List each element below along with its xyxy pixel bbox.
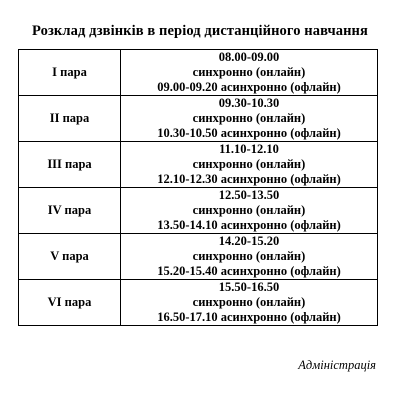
sync-time-text: 15.50-16.50 xyxy=(218,280,280,294)
bell-schedule-table xyxy=(18,49,378,326)
sync-time-text: 14.20-15.20 xyxy=(218,234,280,248)
time-cell xyxy=(121,96,378,142)
time-cell xyxy=(121,50,378,96)
table-row xyxy=(19,234,378,280)
lesson-name-cell: IV пара xyxy=(19,188,121,234)
async-time-text: 10.30-10.50 асинхронно (офлайн) xyxy=(157,126,341,140)
time-cell xyxy=(121,234,378,280)
sync-time-text: 12.50-13.50 xyxy=(218,188,280,202)
administration-signature: Адміністрація xyxy=(298,358,376,372)
table-row xyxy=(19,142,378,188)
sync-mode-text: синхронно (онлайн) xyxy=(192,65,306,79)
schedule-table-body xyxy=(19,50,378,326)
document-title: Розклад дзвінків в період дистанційного навчання xyxy=(32,23,368,39)
lesson-name-cell: VI пара xyxy=(19,280,121,326)
sync-mode-text: синхронно (онлайн) xyxy=(192,295,306,309)
time-cell xyxy=(121,280,378,326)
async-time-text: 15.20-15.40 асинхронно (офлайн) xyxy=(157,264,341,278)
sync-time-text: 09.30-10.30 xyxy=(218,96,280,110)
sync-mode-text: синхронно (онлайн) xyxy=(192,157,306,171)
sync-mode-text: синхронно (онлайн) xyxy=(192,111,306,125)
time-cell xyxy=(121,188,378,234)
sync-time-text: 08.00-09.00 xyxy=(218,50,280,64)
async-time-text: 09.00-09.20 асинхронно (офлайн) xyxy=(157,80,341,94)
sync-mode-text: синхронно (онлайн) xyxy=(192,249,306,263)
sync-mode-text: синхронно (онлайн) xyxy=(192,203,306,217)
lesson-name-cell: III пара xyxy=(19,142,121,188)
table-row xyxy=(19,280,378,326)
async-time-text: 13.50-14.10 асинхронно (офлайн) xyxy=(157,218,341,232)
async-time-text: 16.50-17.10 асинхронно (офлайн) xyxy=(157,310,341,324)
sync-time-text: 11.10-12.10 xyxy=(219,142,279,156)
table-row xyxy=(19,188,378,234)
lesson-name-cell: I пара xyxy=(19,50,121,96)
table-row xyxy=(19,96,378,142)
async-time-text: 12.10-12.30 асинхронно (офлайн) xyxy=(157,172,341,186)
lesson-name-cell: V пара xyxy=(19,234,121,280)
time-cell xyxy=(121,142,378,188)
lesson-name-cell: II пара xyxy=(19,96,121,142)
table-row xyxy=(19,50,378,96)
